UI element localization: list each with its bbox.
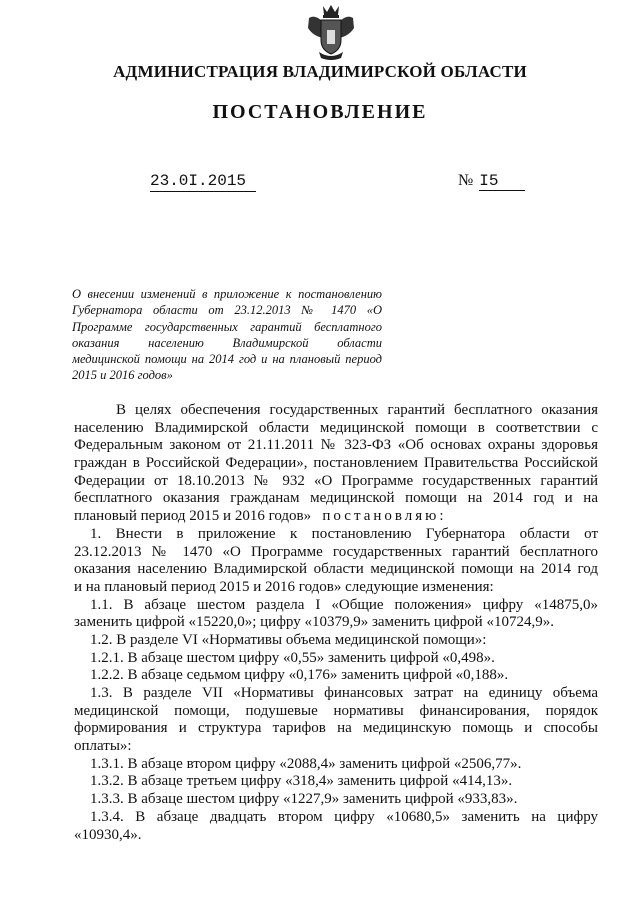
subject-line: оказания населению Владимирской области [72,335,382,350]
document-type: ПОСТАНОВЛЕНИЕ [212,101,428,123]
body-line: 1.3. В разделе VII «Нормативы финансовых затрат на единицу объема [90,685,598,701]
body-line: 1.3.3. В абзаце шестом цифру «1227,9» заменить цифрой «933,83». [90,791,518,808]
document-subject [72,286,382,384]
body-line: 1.3.1. В абзаце втором цифру «2088,4» заменить цифрой «2506,77». [90,755,522,772]
body-line: 1.3.2. В абзаце третьем цифру «318,4» заменить цифрой «414,13». [90,773,513,790]
body-line: 23.12.2013 № 1470 «О Программе государственных гарантий бесплатного [74,543,598,560]
body-line: Федерации от 18.10.2013 № 932 «О Программе государственных гарантий [74,472,598,489]
body-line: формирования и структура тарифов на медицинскую помощь и способы [74,720,598,737]
body-line: медицинской помощи, подушевые нормативы финансирования, порядок [74,702,598,719]
document-date: 23.0I.2015 [150,172,256,192]
body-line: 1.2.1. В абзаце шестом цифру «0,55» заменить цифрой «0,498». [90,649,495,666]
body-line: граждан в Российской Федерации», постановлением Правительства Российской [74,455,598,472]
subject-line: Губернатора области от 23.12.2013 № 1470 «О [72,303,382,318]
body-line: В целях обеспечения государственных гарантий бесплатного оказания [116,402,598,418]
coat-of-arms-icon [305,4,357,62]
body-line: Федеральным законом от 21.11.2011 № 323-ФЗ «Об основах охраны здоровья [74,437,598,454]
organization-title: АДМИНИСТРАЦИЯ ВЛАДИМИРСКОЙ ОБЛАСТИ [113,62,527,81]
subject-line: Программе государственных гарантий бесплатного [72,319,382,334]
body-line: 1.2. В разделе VI «Нормативы объема медицинской помощи»: [90,631,487,648]
body-line: 1.3.4. В абзаце двадцать втором цифру «10680,5» заменить на цифру [90,808,598,825]
body-line-text: плановый период 2015 и 2016 годов» [74,508,312,525]
number-value: I5 [479,172,525,191]
document-body [74,402,598,844]
subject-line: медицинской помощи на 2014 год и на плановый период [72,352,382,367]
body-line: и на плановый период 2015 и 2016 годов» следующие изменения: [74,578,494,595]
resolves-word: постановляю: [322,508,447,525]
subject-line: 2015 и 2016 годов» [72,368,173,383]
body-line: «10930,4». [74,826,142,843]
body-line [74,508,598,526]
body-line: 1.2.2. В абзаце седьмом цифру «0,176» заменить цифрой «0,188». [90,667,509,684]
body-line: оказания населению Владимирской области медицинской помощи на 2014 год [74,561,598,578]
body-line: оплаты»: [74,738,132,755]
body-line: заменить цифрой «15220,0»; цифру «10379,9» заменить цифрой «10724,9». [74,614,554,631]
subject-line: О внесении изменений в приложение к постановлению [72,287,382,301]
body-line: 1.1. В абзаце шестом раздела I «Общие положения» цифру «14875,0» [90,596,598,613]
number-label: № [458,172,474,189]
body-line: бесплатного оказания гражданам медицинской помощи на 2014 год и на [74,490,598,507]
body-line: населению Владимирской области медицинской помощи в соответствии с [74,419,598,436]
body-line: 1. Внести в приложение к постановлению Губернатора области от [90,525,598,542]
document-number [458,172,525,191]
